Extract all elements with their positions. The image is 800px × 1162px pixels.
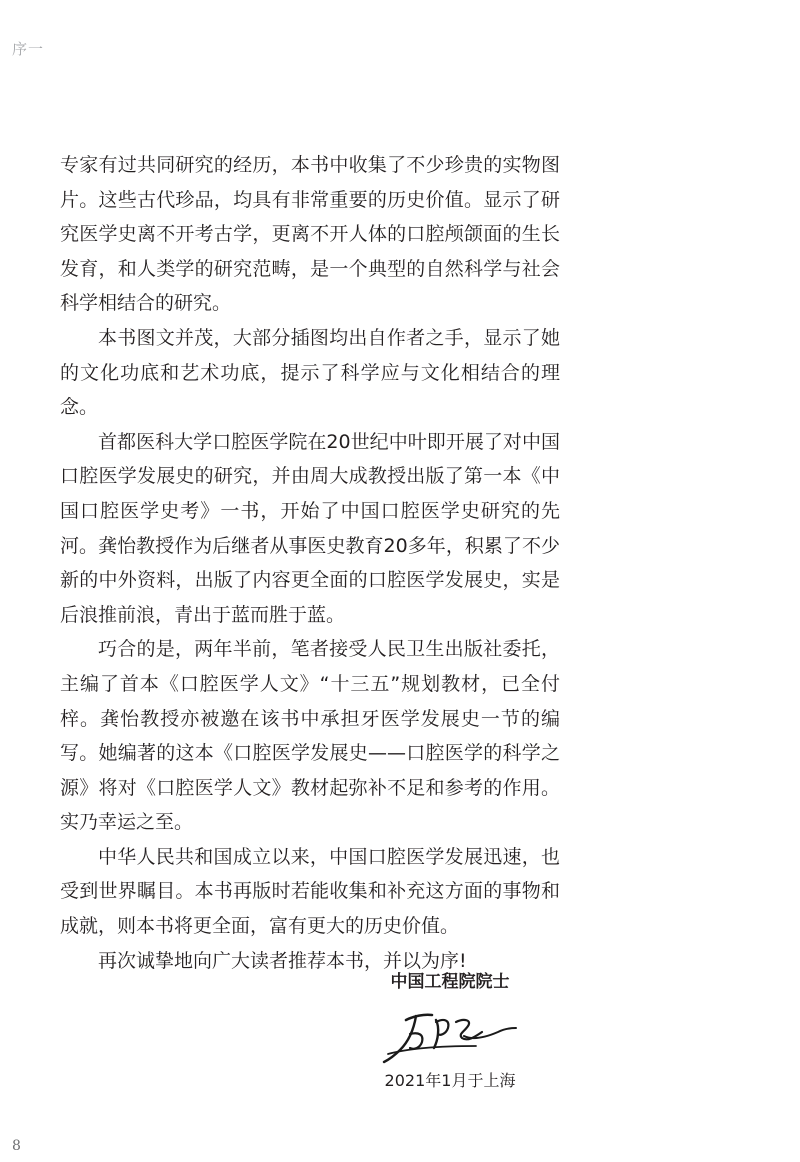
- paragraph: 中华人民共和国成立以来，中国口腔医学发展迅速，也受到世界瞩目。本书再版时若能收集和补充这方面的事物和成就，则本书将更全面，富有更大的历史价值。: [60, 845, 560, 938]
- page-number: 8: [12, 1138, 21, 1154]
- signer-title: 中国工程院院士: [390, 972, 510, 992]
- paragraph-closing: 再次诚挚地向广大读者推荐本书，并以为序!: [98, 949, 467, 972]
- paragraph: 本书图文并茂，大部分插图均出自作者之手，显示了她的文化功底和艺术功底，提示了科学应与文化相结合的理念。: [60, 326, 560, 419]
- signature-block: [360, 968, 540, 1094]
- paragraph-continued: 专家有过共同研究的经历，本书中收集了不少珍贵的实物图片。这些古代珍品，均具有非常重要的历史价值。显示了研究医学史离不开考古学，更离不开人体的口腔颅颌面的生长发育，和人类学的研究范畴，是一个典型的自然科学与社会科学相结合的研究。: [60, 154, 560, 315]
- handwritten-signature: [380, 1006, 520, 1068]
- preface-body: [60, 148, 560, 978]
- paragraph: 巧合的是，两年半前，笔者接受人民卫生出版社委托，主编了首本《口腔医学人文》“十三五”规划教材，已全付梓。龚怡教授亦被邀在该书中承担牙医学发展史一节的编写。她编著的这本《口腔医学发展史——口腔医学的科学之源》将对《口腔医学人文》教材起弥补不足和参考的作用。实乃幸运之至。: [60, 638, 560, 834]
- signature-date: 2021年1月于上海: [384, 1071, 516, 1090]
- section-label: 序一: [12, 40, 45, 58]
- paragraph: 首都医科大学口腔医学院在20世纪中叶即开展了对中国口腔医学发展史的研究，并由周大成教授出版了第一本《中国口腔医学史考》一书，开始了中国口腔医学史研究的先河。龚怡教授作为后继者从事医史教育20多年，积累了不少新的中外资料，出版了内容更全面的口腔医学发展史，实是后浪推前浪，青出于蓝而胜于蓝。: [60, 430, 560, 626]
